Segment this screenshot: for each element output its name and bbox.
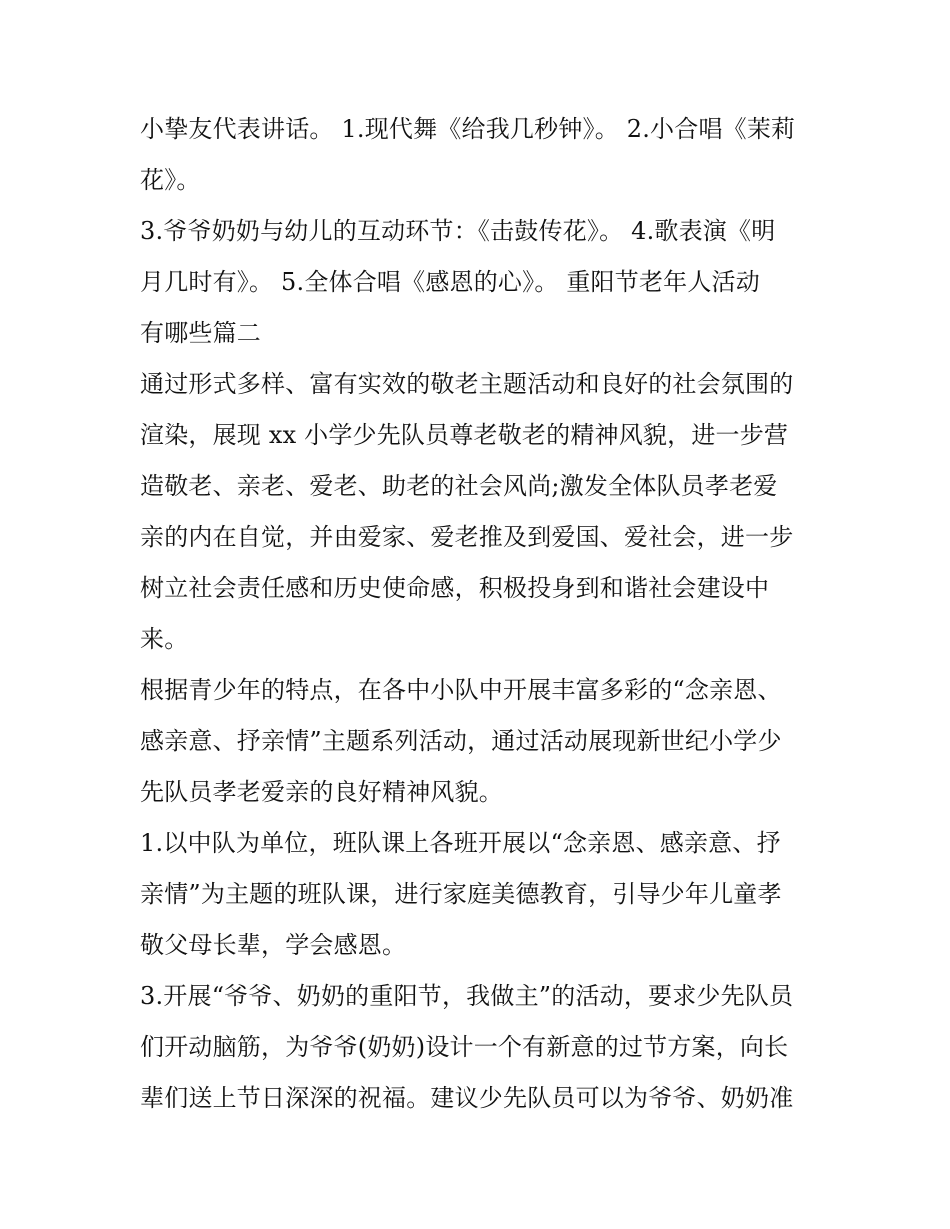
text-line: 亲情”为主题的班队课，进行家庭美德教育，引导少年儿童孝: [140, 880, 782, 908]
paragraph-program-list: [140, 104, 820, 206]
paragraph-item-3: [140, 971, 820, 1124]
text-line: 小挚友代表讲话。 1.现代舞《给我几秒钟》。 2.小合唱《茉莉: [140, 115, 796, 143]
text-line: 敬父母长辈，学会感恩。: [140, 931, 407, 959]
text-line: 来。: [140, 625, 189, 653]
text-line: 3.爷爷奶奶与幼儿的互动环节：《击鼓传花》。 4.歌表演《明: [140, 217, 776, 245]
paragraph-activity-theme: [140, 665, 820, 818]
text-line: 根据青少年的特点，在各中小队中开展丰富多彩的“念亲恩、: [140, 676, 782, 704]
paragraph-item-1: [140, 818, 820, 971]
text-line: 渲染，展现 xx 小学少先队员尊老敬老的精神风貌，进一步营: [140, 421, 789, 449]
text-line: 亲的内在自觉，并由爱家、爱老推及到爱国、爱社会，进一步: [140, 523, 794, 551]
paragraph-purpose: [140, 359, 820, 665]
text-line: 3.开展“爷爷、奶奶的重阳节，我做主”的活动，要求少先队员: [140, 982, 794, 1010]
text-line: 先队员孝老爱亲的良好精神风貌。: [140, 778, 503, 806]
text-line: 造敬老、亲老、爱老、助老的社会风尚;激发全体队员孝老爱: [140, 472, 778, 500]
text-line: 通过形式多样、富有实效的敬老主题活动和良好的社会氛围的: [140, 370, 794, 398]
text-line: 1.以中队为单位，班队课上各班开展以“念亲恩、感亲意、抒: [140, 829, 781, 857]
text-line: 感亲意、抒亲情”主题系列活动，通过活动展现新世纪小学少: [140, 727, 782, 755]
text-line: 辈们送上节日深深的祝福。建议少先队员可以为爷爷、奶奶准: [140, 1084, 794, 1112]
text-line: 们开动脑筋，为爷爷(奶奶)设计一个有新意的过节方案，向长: [140, 1033, 789, 1061]
text-line: 花》。: [140, 166, 201, 194]
paragraph-interaction-segment: [140, 206, 820, 359]
section-heading: 有哪些篇二: [140, 319, 261, 347]
document-body: [140, 104, 820, 1124]
text-line: 月几时有》。 5.全体合唱《感恩的心》。 重阳节老年人活动: [140, 268, 760, 296]
text-line: 树立社会责任感和历史使命感，积极投身到和谐社会建设中: [140, 574, 770, 602]
